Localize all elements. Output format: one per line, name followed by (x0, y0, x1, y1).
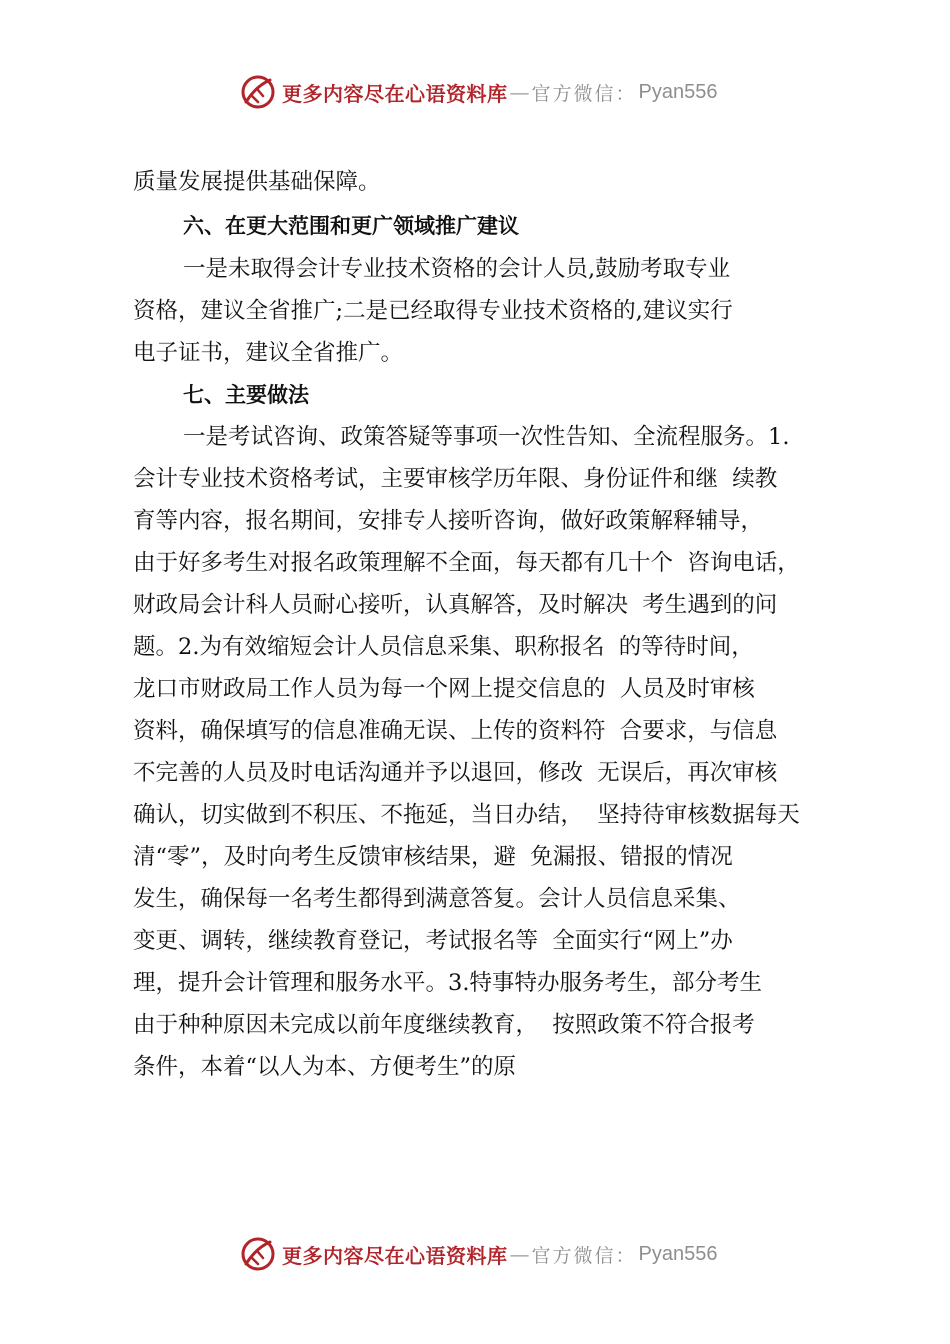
header-banner (238, 70, 717, 114)
banner-wechat-label: 官方微信： (531, 1244, 637, 1267)
paragraph-line: 龙口市财政局工作人员为每一个网上提交信息的 人员及时审核 (133, 676, 755, 702)
paragraph-line: 发生，确保每一名考生都得到满意答复。会计人员信息采集、 (133, 886, 741, 912)
paragraph-line: 会计专业技术资格考试，主要审核学历年限、身份证件和继 续教 (133, 466, 778, 492)
paragraph-line: 一是考试咨询、政策答疑等事项一次性告知、全流程服务。1. (183, 424, 790, 450)
paragraph-line: 一是未取得会计专业技术资格的会计人员,鼓励考取专业 (183, 256, 731, 282)
paragraph-line: 确认，切实做到不积压、不拖延，当日办结， 坚持待审核数据每天 (133, 802, 800, 828)
paragraph-line: 资格，建议全省推广;二是已经取得专业技术资格的,建议实行 (133, 298, 733, 324)
paragraph-line: 由于种种原因未完成以前年度继续教育， 按照政策不符合报考 (133, 1012, 755, 1038)
banner-dash: — (509, 80, 530, 104)
banner-wechat-label: 官方微信： (531, 82, 637, 105)
banner-wechat-id: Pyan556 (638, 80, 718, 103)
paragraph-line: 育等内容，报名期间，安排专人接听咨询，做好政策解释辅导， (133, 508, 764, 534)
paragraph-line: 清“零”，及时向考生反馈审核结果，避 免漏报、错报的情况 (133, 844, 733, 870)
banner-title: 更多内容尽在心语资料库 (282, 1243, 508, 1268)
paragraph-line: 财政局会计科人员耐心接听，认真解答，及时解决 考生遇到的问 (133, 592, 778, 618)
footer-banner (238, 1232, 717, 1276)
banner-wechat-id: Pyan556 (638, 1242, 718, 1265)
banner-dash: — (509, 1242, 530, 1266)
paragraph-line: 条件，本着“以人为本、方便考生”的原 (133, 1054, 517, 1080)
paragraph-line: 题。2.为有效缩短会计人员信息采集、职称报名 的等待时间， (133, 634, 754, 660)
paragraph-line: 电子证书，建议全省推广。 (133, 340, 404, 366)
banner-title: 更多内容尽在心语资料库 (282, 81, 508, 106)
section-heading-six: 六、在更大范围和更广领域推广建议 (183, 214, 519, 238)
paragraph-line: 不完善的人员及时电话沟通并予以退回，修改 无误后，再次审核 (133, 760, 778, 786)
paragraph-line: 由于好多考生对报名政策理解不全面，每天都有几十个 咨询电话， (133, 550, 800, 576)
hand-pen-logo-icon (238, 72, 278, 112)
paragraph-line: 理，提升会计管理和服务水平。3.特事特办服务考生，部分考生 (133, 970, 762, 996)
paragraph-line: 资料，确保填写的信息准确无误、上传的资料符 合要求，与信息 (133, 718, 778, 744)
section-heading-seven: 七、主要做法 (183, 383, 309, 407)
paragraph-line: 变更、调转，继续教育登记，考试报名等 全面实行“网上”办 (133, 928, 733, 954)
hand-pen-logo-icon (238, 1234, 278, 1274)
paragraph-line: 质量发展提供基础保障。 (133, 169, 381, 195)
